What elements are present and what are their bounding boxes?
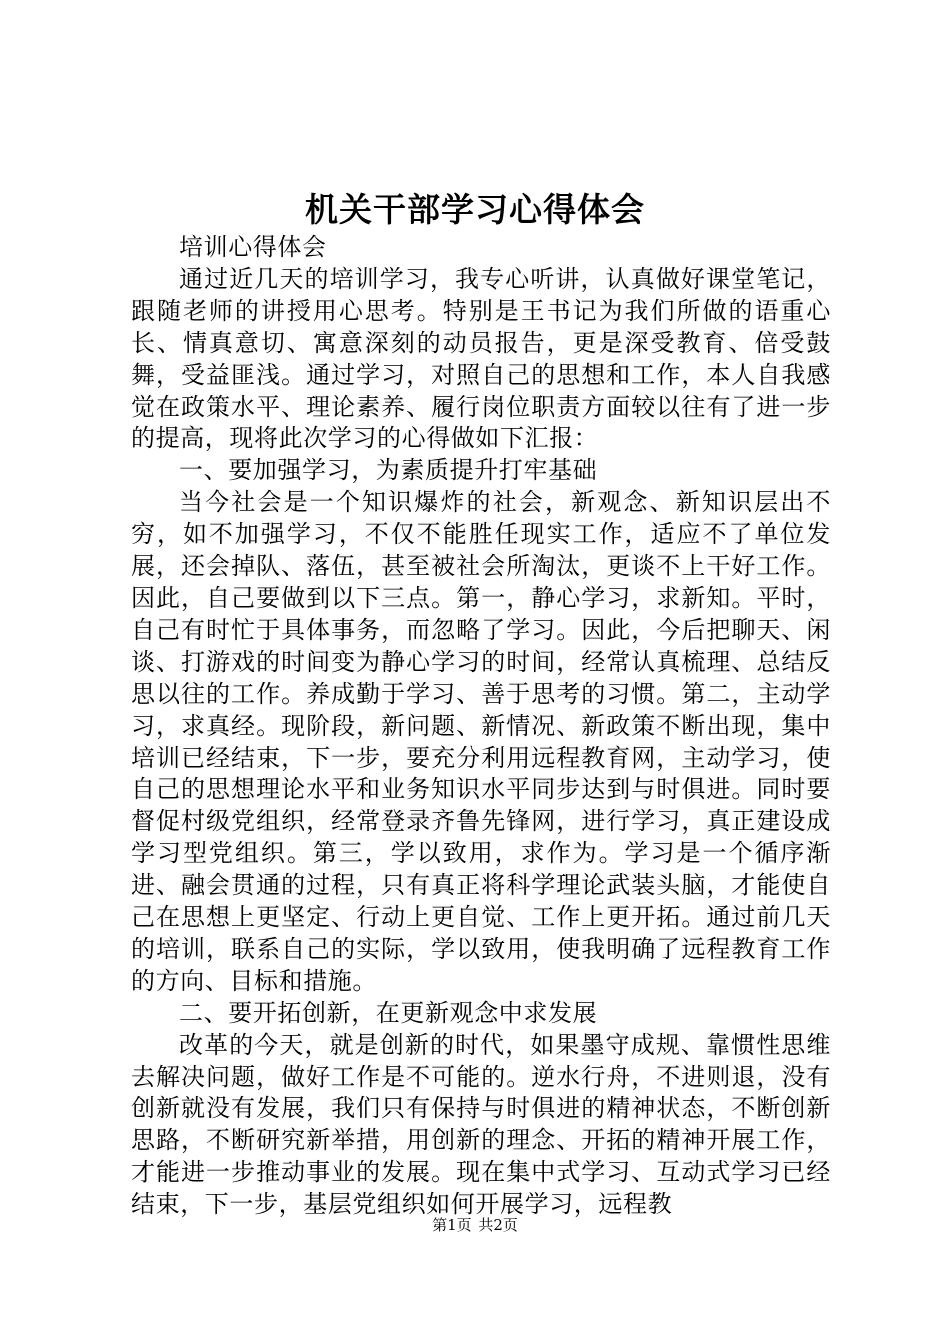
paragraph-section-1: 当今社会是一个知识爆炸的社会，新观念、新知识层出不穷，如不加强学习，不仅不能胜任现实工作，适应不了单位发展，还会掉队、落伍，甚至被社会所淘汰，更谈不上干好工作。因此，自己要做到以下三点。第一，静心学习，求新知。平时，自己有时忙于具体事务，而忽略了学习。因此，今后把聊天、闲谈、打游戏的时间变为静心学习的时间，经常认真梳理、总结反思以往的工作。养成勤于学习、善于思考的习惯。第二，主动学习，求真经。现阶段，新问题、新情况、新政策不断出现，集中培训已经结束，下一步，要充分利用远程教育网，主动学习，使自己的思想理论水平和业务知识水平同步达到与时俱进。同时要督促村级党组织，经常登录齐鲁先锋网，进行学习，真正建设成学习型党组织。第三，学以致用，求作为。学习是一个循序渐进、融会贯通的过程，只有真正将科学理论武装头脑，才能使自己在思想上更坚定、行动上更自觉、工作上更开拓。通过前几天的培训，联系自己的实际，学以致用，使我明确了远程教育工作的方向、目标和措施。 (131, 488, 831, 995)
paragraph-subtitle: 培训心得体会 (179, 233, 327, 261)
section-heading-1: 一、要加强学习，为素质提升打牢基础 (179, 456, 598, 485)
page-footer (0, 1214, 950, 1236)
paragraph-intro: 通过近几天的培训学习，我专心听讲，认真做好课堂笔记，跟随老师的讲授用心思考。特别是王书记为我们所做的语重心长、情真意切、寓意深刻的动员报告，更是深受教育、倍受鼓舞，受益匪浅。通过学习，对照自己的思想和工作，本人自我感觉在政策水平、理论素养、履行岗位职责方面较以往有了进一步的提高，现将此次学习的心得做如下汇报： (131, 264, 831, 453)
paragraph-section-2: 改革的今天，就是创新的时代，如果墨守成规、靠惯性思维去解决问题，做好工作是不可能的。逆水行舟，不进则退，没有创新就没有发展，我们只有保持与时俱进的精神状态，不断创新思路，不断研究新举措，用创新的理念、开拓的精神开展工作，才能进一步推动事业的发展。现在集中式学习、互动式学习已经结束，下一步，基层党组织如何开展学习，远程教 (131, 1030, 831, 1219)
document-body (131, 232, 831, 1221)
document-title: 机关干部学习心得体会 (305, 190, 645, 229)
page-total: 共2页 (478, 1216, 518, 1234)
section-heading-2: 二、要开拓创新，在更新观念中求发展 (179, 998, 598, 1027)
page-number: 第1页 (432, 1216, 472, 1234)
